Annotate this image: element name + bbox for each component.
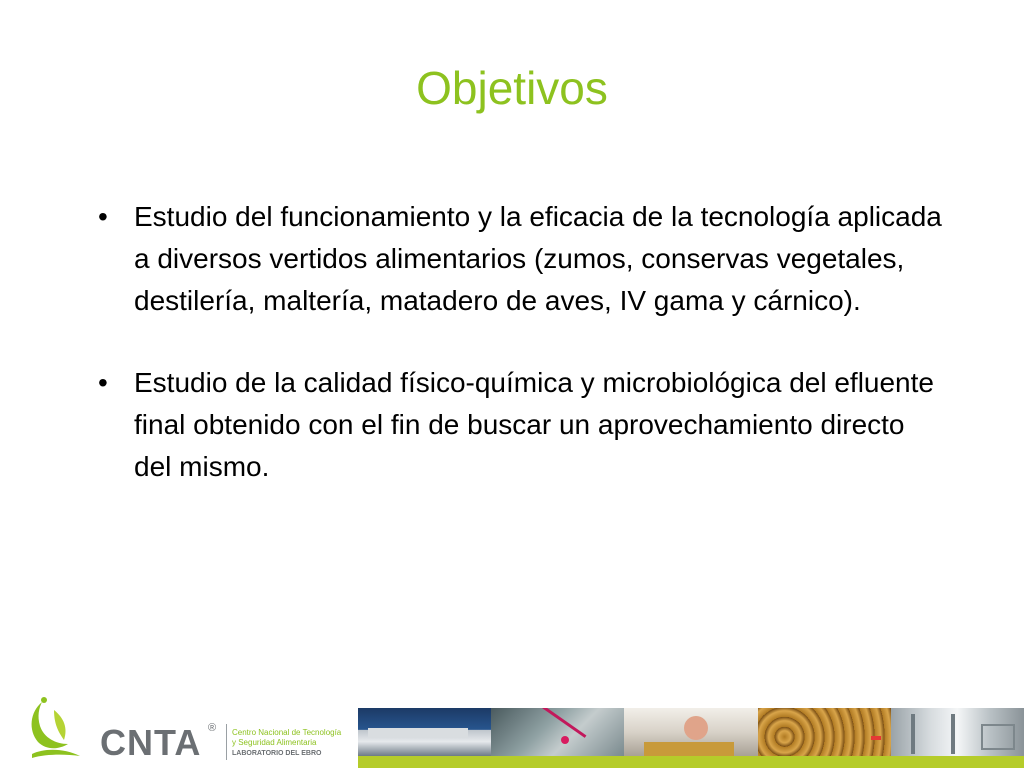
logo-lab-name: LABORATORIO DEL EBRO <box>232 750 322 757</box>
leaf-icon <box>24 696 94 762</box>
bullet-item <box>96 196 946 322</box>
footer-green-bar <box>358 756 1024 768</box>
lab-scientist-photo <box>624 708 757 756</box>
lab-pipette-photo <box>491 708 624 756</box>
factory-exterior-photo <box>358 708 491 756</box>
registered-mark: ® <box>208 722 217 734</box>
slide-footer <box>0 692 1024 768</box>
lab-equipment-photo <box>891 708 1024 756</box>
bullet-marker: • <box>98 367 108 398</box>
logo-divider <box>226 724 227 760</box>
bullet-text: Estudio de la calidad físico-química y microbiológica del efluente final obtenido con el fin de buscar un aprovechamiento directo del mismo. <box>134 367 934 482</box>
slide-title: Objetivos <box>416 62 608 114</box>
cnta-logo <box>18 696 358 762</box>
food-cans-photo <box>758 708 891 756</box>
bullet-text: Estudio del funcionamiento y la eficacia de la tecnología aplicada a diversos vertidos alimentarios (zumos, conservas vegetales, destilería, maltería, matadero de aves, IV gama y cárnico). <box>134 201 942 316</box>
bullet-marker: • <box>98 201 108 232</box>
logo-subtitle: Centro Nacional de Tecnología y Seguridad Alimentaria <box>232 728 342 747</box>
bullet-list <box>96 196 946 528</box>
logo-wordmark: CNTA <box>100 722 202 763</box>
photo-strip <box>358 708 1024 756</box>
bullet-item <box>96 362 946 488</box>
